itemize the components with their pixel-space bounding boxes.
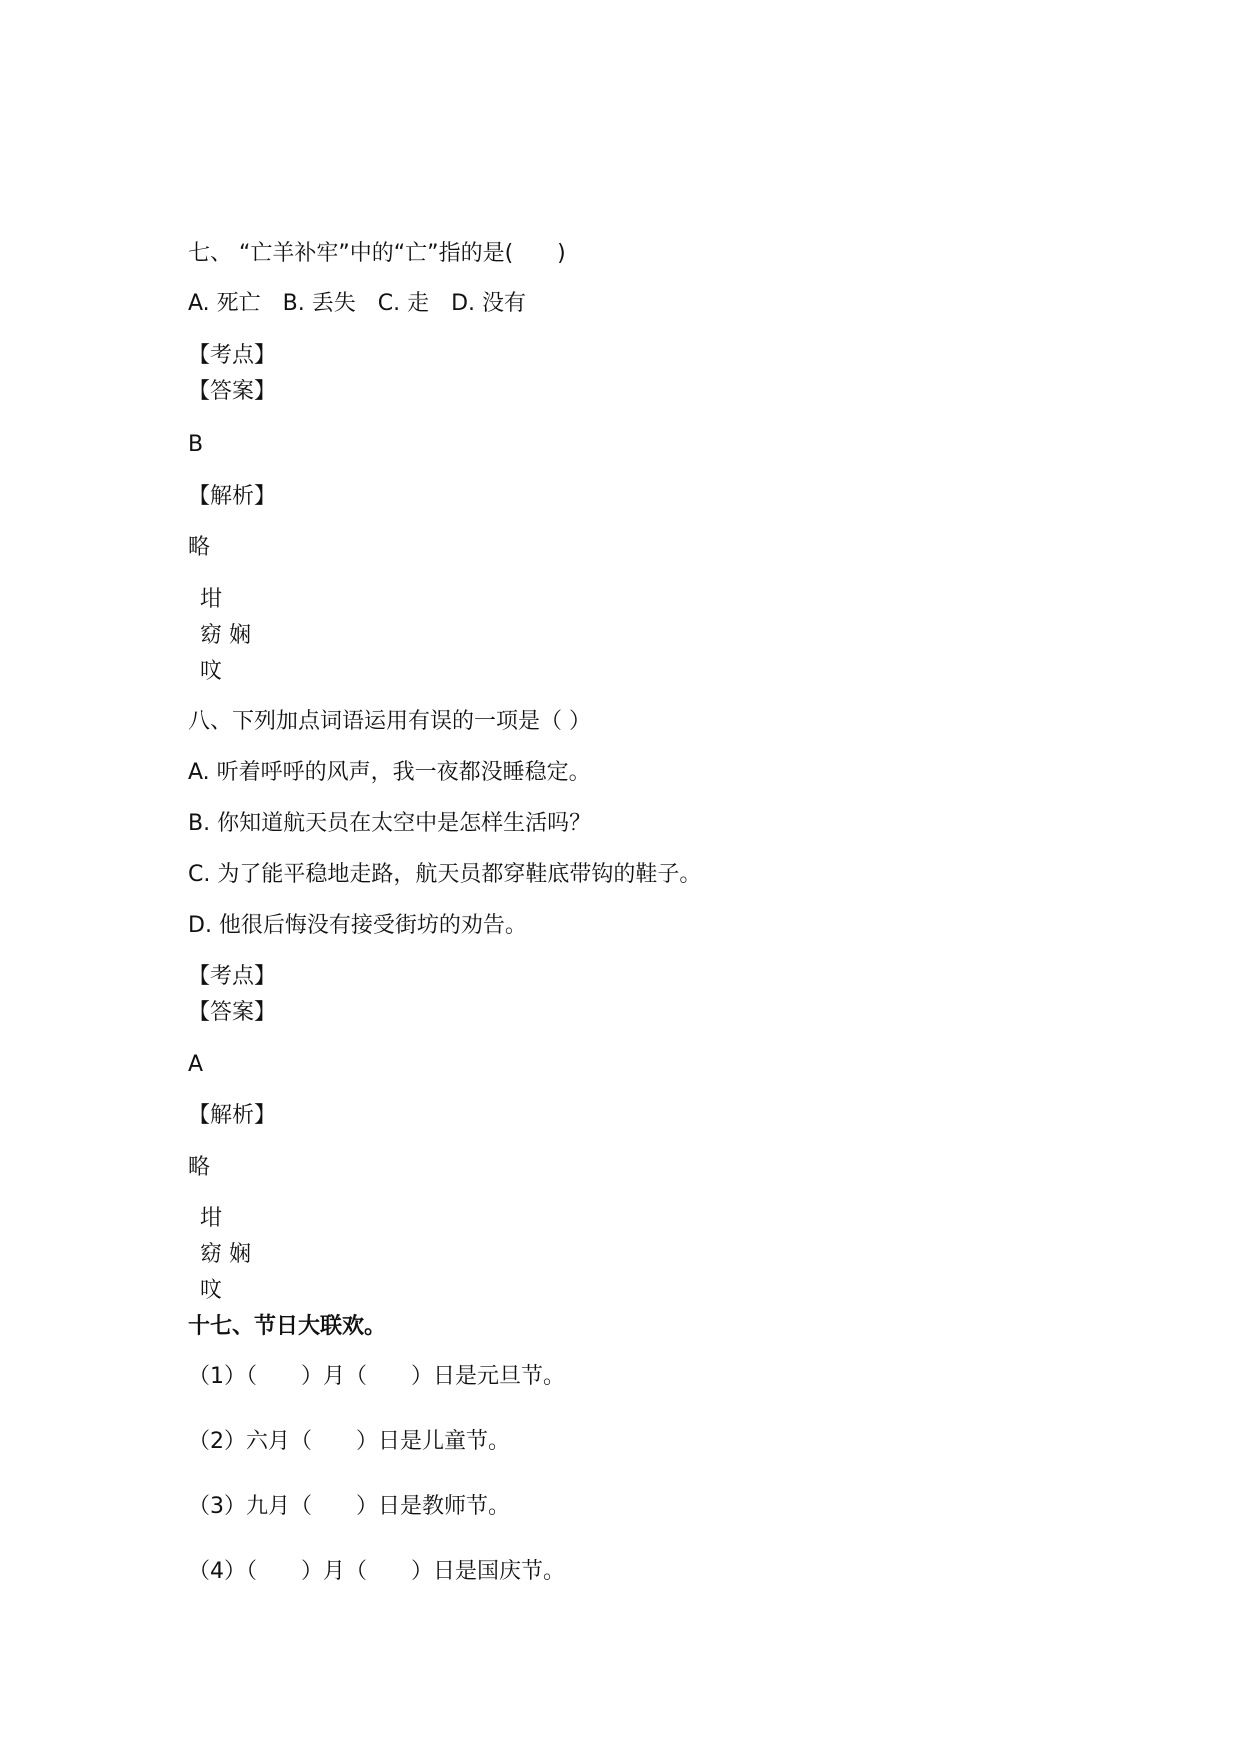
q17-item-1: （1）（ ）月（ ）日是元旦节。 — [188, 1364, 565, 1389]
q8-analysis: 略 — [188, 1155, 211, 1180]
q8-option-c: C. 为了能平稳地走路，航天员都穿鞋底带钩的鞋子。 — [188, 862, 702, 887]
q7-answer-label: 【答案】 — [188, 379, 277, 404]
q8-answer: A — [188, 1052, 204, 1077]
q8-option-b: B. 你知道航天员在太空中是怎样生活吗？ — [188, 811, 592, 836]
q8-option-d: D. 他很后悔没有接受街坊的劝告。 — [188, 913, 527, 938]
q8-char-line-3: 呅 — [200, 1278, 223, 1303]
q8-title: 八、下列加点词语运用有误的一项是（ ） — [188, 709, 591, 734]
q17-item-2: （2）六月（ ）日是儿童节。 — [188, 1429, 510, 1454]
q8-answer-label: 【答案】 — [188, 1000, 277, 1025]
q7-kaodian-label: 【考点】 — [188, 343, 277, 368]
q8-option-a: A. 听着呼呼的风声，我一夜都没睡稳定。 — [188, 760, 591, 785]
q7-answer: B — [188, 432, 204, 457]
q7-options: A. 死亡 B. 丢失 C. 走 D. 没有 — [188, 291, 527, 316]
q7-char-line-3: 呅 — [200, 659, 223, 684]
q8-analysis-label: 【解析】 — [188, 1103, 277, 1128]
q8-kaodian-label: 【考点】 — [188, 964, 277, 989]
q17-item-4: （4）（ ）月（ ）日是国庆节。 — [188, 1559, 565, 1584]
q8-char-line-1: 坩 — [200, 1206, 223, 1231]
q17-title: 十七、节日大联欢。 — [188, 1314, 387, 1339]
q17-item-3: （3）九月（ ）日是教师节。 — [188, 1494, 510, 1519]
q8-char-line-2: 窈 娴 — [200, 1242, 251, 1267]
q7-analysis: 略 — [188, 535, 211, 560]
q7-analysis-label: 【解析】 — [188, 484, 277, 509]
q7-char-line-1: 坩 — [200, 587, 223, 612]
q7-title: 七、 “亡羊补牢”中的“亡”指的是( ) — [188, 241, 566, 266]
q7-char-line-2: 窈 娴 — [200, 623, 251, 648]
